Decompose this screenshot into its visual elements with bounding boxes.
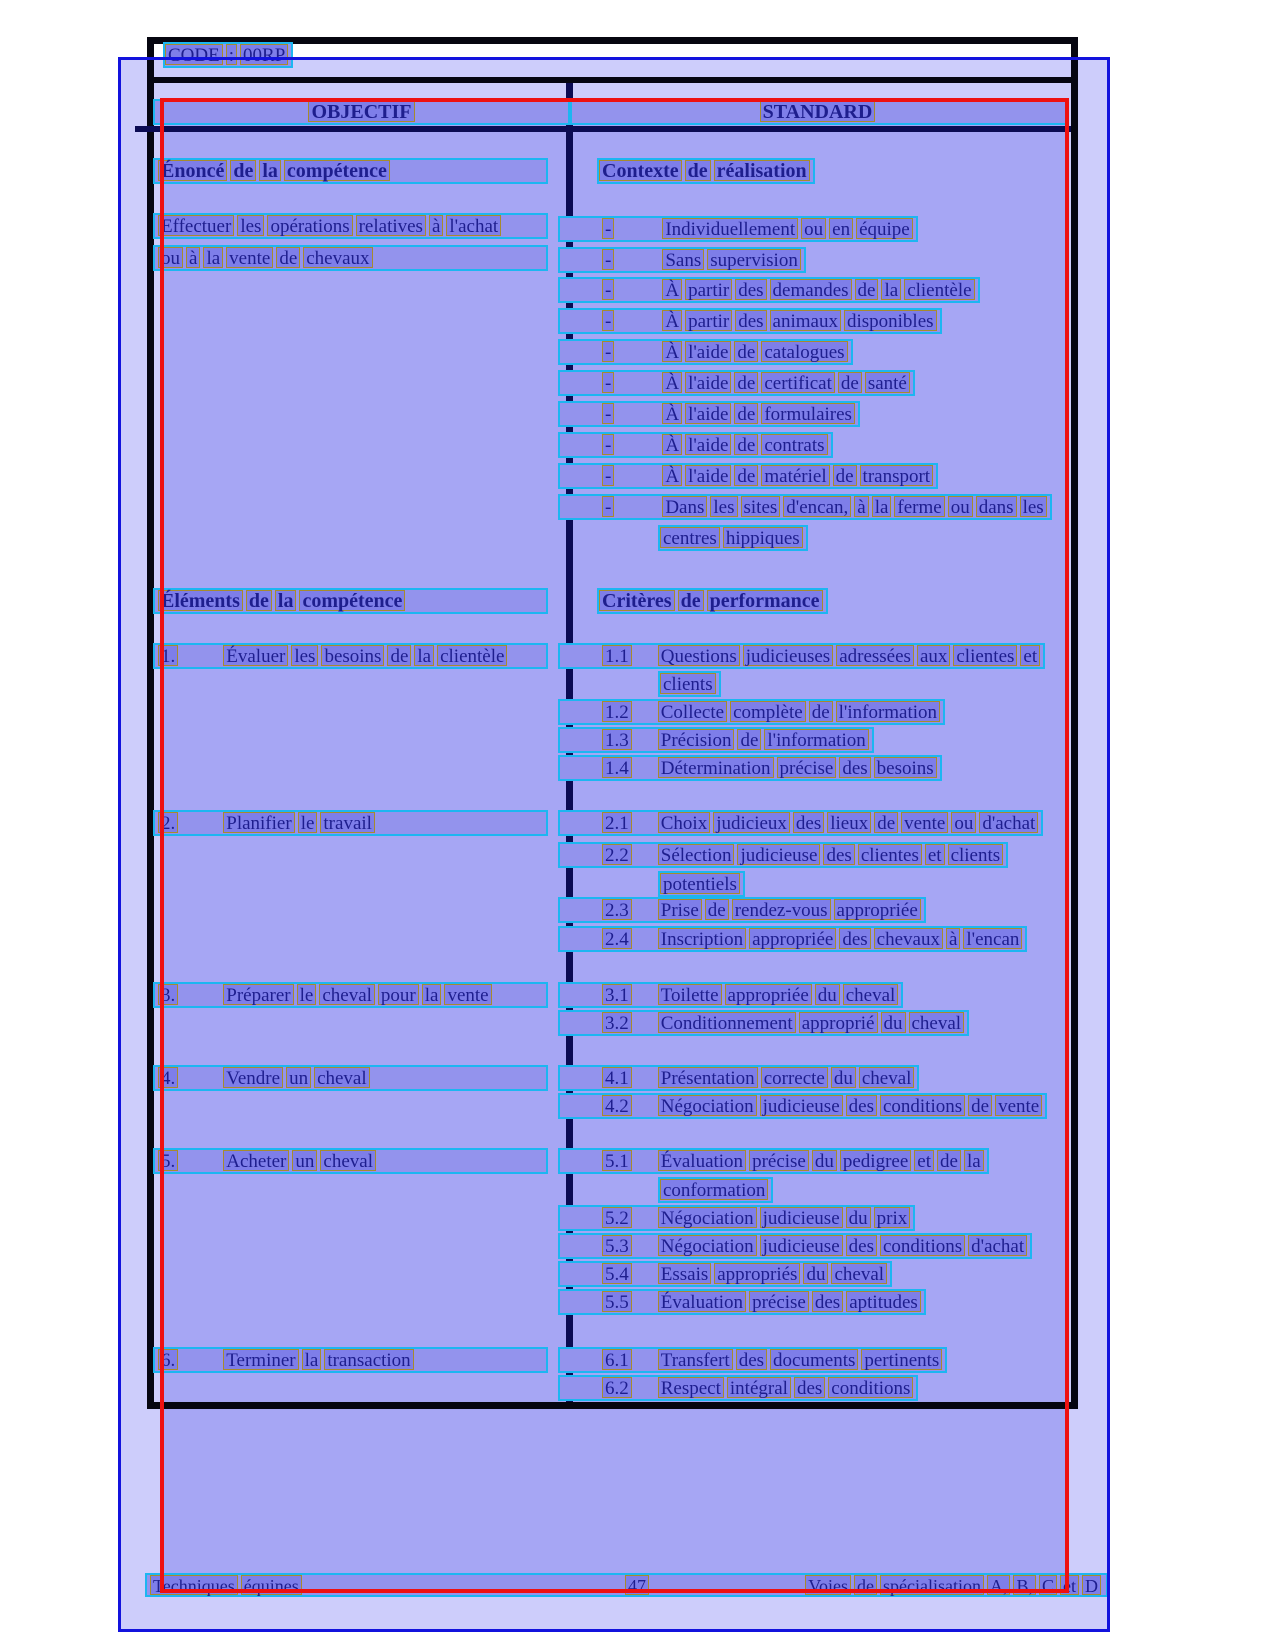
- element-text: Terminer la transaction: [223, 1349, 416, 1371]
- contexte-title-text: Contexte de réalisation: [599, 160, 813, 182]
- element-number: 4.: [158, 1067, 181, 1089]
- enonce-line-2-text: ou à la vente de chevaux: [158, 247, 376, 269]
- contexte-item-text: À partir des animaux disponibles: [662, 310, 939, 332]
- critere-text: Respect intégral des conditions: [658, 1377, 917, 1399]
- contexte-item-text: À l'aide de certificat de santé: [662, 372, 913, 394]
- critere-text: Choix judicieux des lieux de vente ou d'achat: [658, 812, 1042, 834]
- element-text: Préparer le cheval pour la vente: [223, 984, 494, 1006]
- contexte-item-text: À l'aide de contrats: [662, 434, 830, 456]
- critere-number: 5.4: [602, 1263, 635, 1285]
- element-number: 1.: [158, 645, 181, 667]
- critere-text: Conditionnement approprié du cheval: [658, 1012, 967, 1034]
- critere-text: Évaluation précise du pedigree et de la: [658, 1150, 987, 1172]
- bullet-dash: -: [602, 249, 617, 271]
- critere-number: 6.2: [602, 1377, 635, 1399]
- critere-number: 5.5: [602, 1291, 635, 1313]
- critere-text: Précision de l'information: [658, 729, 872, 751]
- contexte-item-text: À l'aide de formulaires: [662, 403, 858, 425]
- critere-number: 4.1: [602, 1067, 635, 1089]
- bullet-dash: -: [602, 341, 617, 363]
- bullet-dash: -: [602, 496, 617, 518]
- critere-number: 1.2: [602, 701, 635, 723]
- critere-text: Évaluation précise des aptitudes: [658, 1291, 924, 1313]
- code-text: CODE : 00RP: [165, 44, 291, 66]
- contexte-item-text: Dans les sites d'encan, à la ferme ou dans les: [662, 496, 1049, 518]
- contexte-item-text: À partir des demandes de la clientèle: [662, 279, 977, 301]
- critere-text: Collecte complète de l'information: [658, 701, 943, 723]
- contexte-item-text: Individuellement ou en équipe: [662, 218, 915, 240]
- element-number: 6.: [158, 1349, 181, 1371]
- critere-cont-text: conformation: [660, 1179, 771, 1201]
- critere-number: 4.2: [602, 1095, 635, 1117]
- contexte-item-text: Sans supervision: [662, 249, 804, 271]
- element-number: 3.: [158, 984, 181, 1006]
- critere-number: 1.4: [602, 757, 635, 779]
- critere-number: 1.1: [602, 645, 635, 667]
- critere-cont-text: potentiels: [660, 873, 743, 895]
- standard-header-text: STANDARD: [760, 101, 879, 123]
- critere-text: Prise de rendez-vous appropriée: [658, 899, 924, 921]
- red-annotation-box: [160, 98, 1069, 1593]
- critere-number: 2.1: [602, 812, 635, 834]
- critere-number: 3.1: [602, 984, 635, 1006]
- footer-section-title: Voies de spécialisation A, B, C et D: [805, 1575, 1104, 1597]
- critere-text: Négociation judicieuse des conditions de vente: [658, 1095, 1045, 1117]
- critere-number: 2.2: [602, 844, 635, 866]
- critere-text: Négociation judicieuse des conditions d'achat: [658, 1235, 1030, 1257]
- bullet-dash: -: [602, 465, 617, 487]
- element-number: 2.: [158, 812, 181, 834]
- contexte-item-text: À l'aide de matériel de transport: [662, 465, 936, 487]
- elements-title-text: Éléments de la compétence: [158, 590, 408, 612]
- element-text: Acheter un cheval: [223, 1150, 379, 1172]
- critere-text: Transfert des documents pertinents: [658, 1349, 946, 1371]
- bullet-dash: -: [602, 279, 617, 301]
- objectif-header-text: OBJECTIF: [308, 101, 417, 123]
- contexte-item-text: À l'aide de catalogues: [662, 341, 850, 363]
- critere-number: 6.1: [602, 1349, 635, 1371]
- critere-text: Sélection judicieuse des clientes et clients: [658, 844, 1006, 866]
- element-text: Planifier le travail: [223, 812, 378, 834]
- critere-number: 2.4: [602, 928, 635, 950]
- criteres-title-text: Critères de performance: [599, 590, 826, 612]
- bullet-dash: -: [602, 434, 617, 456]
- critere-number: 5.1: [602, 1150, 635, 1172]
- enonce-title-text: Énoncé de la compétence: [158, 160, 393, 182]
- critere-cont-text: clients: [660, 673, 719, 695]
- critere-number: 5.2: [602, 1207, 635, 1229]
- critere-text: Présentation correcte du cheval: [658, 1067, 918, 1089]
- critere-text: Négociation judicieuse du prix: [658, 1207, 914, 1229]
- critere-number: 3.2: [602, 1012, 635, 1034]
- bullet-dash: -: [602, 310, 617, 332]
- bullet-dash: -: [602, 218, 617, 240]
- element-text: Vendre un cheval: [223, 1067, 372, 1089]
- footer-page-number: 47: [625, 1575, 652, 1597]
- critere-text: Toilette appropriée du cheval: [658, 984, 902, 1006]
- critere-number: 5.3: [602, 1235, 635, 1257]
- contexte-cont-text: centres hippiques: [660, 527, 806, 549]
- enonce-line-1-text: Effectuer les opérations relatives à l'achat: [158, 215, 504, 237]
- critere-text: Détermination précise des besoins: [658, 757, 940, 779]
- element-number: 5.: [158, 1150, 181, 1172]
- critere-text: Questions judicieuses adressées aux clientes et: [658, 645, 1043, 667]
- bullet-dash: -: [602, 403, 617, 425]
- critere-number: 2.3: [602, 899, 635, 921]
- bullet-dash: -: [602, 372, 617, 394]
- critere-number: 1.3: [602, 729, 635, 751]
- element-text: Évaluer les besoins de la clientèle: [223, 645, 510, 667]
- footer-document-title: Techniques équines: [150, 1575, 305, 1597]
- critere-text: Essais appropriés du cheval: [658, 1263, 890, 1285]
- critere-text: Inscription appropriée des chevaux à l'encan: [658, 928, 1026, 950]
